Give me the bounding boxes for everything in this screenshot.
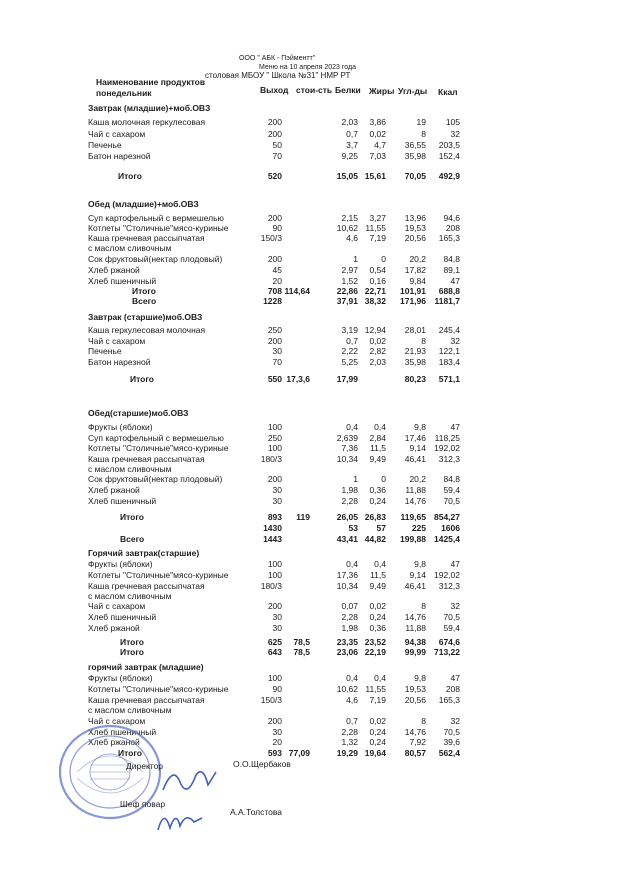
- carbs-value: 14,76: [404, 727, 426, 737]
- total-label: Итого: [130, 374, 154, 384]
- carbs-value: 80,57: [404, 748, 426, 758]
- item-name: Каша гречневая рассыпчатая: [88, 454, 205, 464]
- yield-value: 50: [272, 140, 282, 150]
- carbs-value: 28,01: [404, 325, 426, 335]
- yield-value: 20: [272, 737, 282, 747]
- kcal-value: 70,5: [443, 727, 460, 737]
- total-label: Итого: [118, 748, 142, 758]
- kcal-value: 208: [445, 223, 460, 233]
- yield-value: 30: [272, 496, 282, 506]
- protein-value: 23,06: [336, 647, 358, 657]
- kcal-value: 203,5: [438, 140, 460, 150]
- carbs-value: 20,56: [404, 695, 426, 705]
- kcal-value: 94,6: [443, 213, 460, 223]
- protein-value: 2,03: [341, 117, 358, 127]
- yield-value: 70: [272, 151, 282, 161]
- carbs-value: 46,41: [404, 581, 426, 591]
- carbs-value: 8: [421, 716, 426, 726]
- carbs-value: 9,14: [409, 570, 426, 580]
- yield-value: 550: [267, 374, 282, 384]
- item-name: Хлеб пшеничный: [88, 727, 157, 737]
- fat-value: 9,49: [369, 454, 386, 464]
- kcal-value: 70,5: [443, 612, 460, 622]
- yield-value: 90: [272, 684, 282, 694]
- item-name: Печенье: [88, 140, 122, 150]
- col-header-yield: Выход: [260, 85, 289, 95]
- yield-value: 250: [267, 325, 282, 335]
- cost-value: 114,64: [284, 286, 310, 296]
- chef-label: Шеф повар: [120, 799, 166, 809]
- protein-value: 1,32: [341, 737, 358, 747]
- item-name: Хлеб пшеничный: [88, 496, 157, 506]
- carbs-value: 8: [421, 336, 426, 346]
- protein-value: 15,05: [336, 171, 358, 181]
- protein-value: 43,41: [336, 534, 358, 544]
- fat-value: 2,84: [369, 433, 386, 443]
- carbs-value: 199,88: [400, 534, 426, 544]
- yield-value: 30: [272, 612, 282, 622]
- yield-value: 593: [267, 748, 282, 758]
- item-name: Хлеб пшеничный: [88, 612, 157, 622]
- kcal-value: 312,3: [438, 581, 460, 591]
- total-label: Итого: [120, 647, 144, 657]
- protein-value: 2,97: [341, 265, 358, 275]
- item-name: Каша гречневая рассыпчатая: [88, 233, 205, 243]
- protein-value: 4,6: [346, 695, 358, 705]
- fat-value: 11,55: [365, 684, 386, 694]
- item-name: Каша молочная геркулесовая: [88, 117, 206, 127]
- col-header-fat: Жиры: [369, 86, 395, 96]
- carbs-value: 119,65: [400, 512, 426, 522]
- kcal-value: 1181,7: [434, 296, 460, 306]
- item-name: Каша геркулесовая молочная: [88, 325, 206, 335]
- carbs-value: 36,55: [404, 140, 426, 150]
- fat-value: 0,24: [369, 612, 386, 622]
- fat-value: 0,02: [369, 716, 386, 726]
- item-name: Хлеб ржаной: [88, 485, 140, 495]
- protein-value: 2,28: [341, 496, 358, 506]
- fat-value: 0,4: [374, 559, 386, 569]
- fat-value: 38,32: [364, 296, 386, 306]
- col-header-name: Наименование продуктов: [96, 77, 206, 87]
- item-name: с маслом сливочным: [88, 464, 172, 474]
- item-name: Котлеты "Столичные"мясо-куриные: [88, 684, 229, 694]
- yield-value: 180/3: [260, 454, 282, 464]
- protein-value: 19,29: [336, 748, 358, 758]
- carbs-value: 9,8: [414, 422, 426, 432]
- protein-value: 2,15: [341, 213, 358, 223]
- yield-value: 30: [272, 727, 282, 737]
- item-name: Суп картофельный с вермешелью: [88, 213, 224, 223]
- protein-value: 0,7: [346, 129, 358, 139]
- kcal-value: 165,3: [438, 695, 460, 705]
- yield-value: 643: [267, 647, 282, 657]
- kcal-value: 165,3: [438, 233, 460, 243]
- yield-value: 100: [267, 570, 282, 580]
- protein-value: 0,4: [346, 422, 358, 432]
- kcal-value: 32: [450, 129, 460, 139]
- section-title: Завтрак (младшие)+моб.ОВЗ: [88, 103, 211, 113]
- kcal-value: 89,1: [443, 265, 460, 275]
- carbs-value: 19,53: [404, 684, 426, 694]
- cost-value: 77,09: [288, 748, 310, 758]
- yield-value: 30: [272, 623, 282, 633]
- protein-value: 2,22: [341, 346, 358, 356]
- yield-value: 100: [267, 443, 282, 453]
- item-name: Каша гречневая рассыпчатая: [88, 695, 205, 705]
- yield-value: 200: [267, 336, 282, 346]
- protein-value: 1,98: [341, 485, 358, 495]
- col-header-protein: Белки: [335, 85, 361, 95]
- kcal-value: 245,4: [438, 325, 460, 335]
- carbs-value: 17,46: [404, 433, 426, 443]
- protein-value: 0,4: [346, 673, 358, 683]
- carbs-value: 11,88: [405, 485, 426, 495]
- item-name: Сок фруктовый(нектар плодовый): [88, 474, 223, 484]
- total-label: Итого: [120, 637, 144, 647]
- carbs-value: 9,8: [414, 559, 426, 569]
- fat-value: 0: [381, 254, 386, 264]
- yield-value: 200: [267, 129, 282, 139]
- item-name: с маслом сливочным: [88, 243, 172, 253]
- chef-name: А.А.Толстова: [230, 807, 283, 817]
- fat-value: 0,24: [369, 496, 386, 506]
- kcal-value: 713,22: [434, 647, 460, 657]
- yield-value: 200: [267, 601, 282, 611]
- item-name: Котлеты "Столичные"мясо-куриные: [88, 223, 229, 233]
- carbs-value: 35,98: [404, 357, 426, 367]
- yield-value: 520: [267, 171, 282, 181]
- protein-value: 0,4: [346, 559, 358, 569]
- kcal-value: 47: [450, 422, 460, 432]
- yield-value: 200: [267, 117, 282, 127]
- item-name: Фрукты (яблоки): [88, 673, 153, 683]
- fat-value: 0,4: [374, 422, 386, 432]
- protein-value: 0,7: [346, 716, 358, 726]
- protein-value: 3,19: [341, 325, 358, 335]
- protein-value: 1: [353, 474, 358, 484]
- director-signature: [158, 760, 228, 800]
- yield-value: 30: [272, 485, 282, 495]
- kcal-value: 1606: [441, 523, 460, 533]
- item-name: Хлеб ржаной: [88, 265, 140, 275]
- yield-value: 70: [272, 357, 282, 367]
- fat-value: 4,7: [374, 140, 386, 150]
- fat-value: 11,5: [370, 443, 386, 453]
- yield-value: 150/3: [260, 695, 282, 705]
- carbs-value: 14,76: [404, 612, 426, 622]
- fat-value: 0,16: [369, 276, 386, 286]
- item-name: Фрукты (яблоки): [88, 422, 153, 432]
- fat-value: 19,64: [364, 748, 386, 758]
- item-name: Сок фруктовый(нектар плодовый): [88, 254, 223, 264]
- yield-value: 20: [272, 276, 282, 286]
- carbs-value: 8: [421, 129, 426, 139]
- yield-value: 100: [267, 673, 282, 683]
- yield-value: 150/3: [260, 233, 282, 243]
- item-name: с маслом сливочным: [88, 705, 172, 715]
- carbs-value: 46,41: [404, 454, 426, 464]
- yield-value: 200: [267, 213, 282, 223]
- protein-value: 7,36: [341, 443, 358, 453]
- carbs-value: 70,05: [404, 171, 426, 181]
- protein-value: 9,25: [341, 151, 358, 161]
- protein-value: 4,6: [346, 233, 358, 243]
- section-title: Горячий завтрак(старшие): [88, 548, 200, 558]
- item-name: Чай с сахаром: [88, 716, 146, 726]
- fat-value: 9,49: [369, 581, 386, 591]
- yield-value: 200: [267, 716, 282, 726]
- cost-value: 17,3,6: [286, 374, 310, 384]
- kcal-value: 47: [450, 673, 460, 683]
- canteen-name: столовая МБОУ " Школа №31" НМР РТ: [205, 71, 351, 80]
- protein-value: 10,62: [336, 684, 358, 694]
- kcal-value: 118,25: [434, 433, 460, 443]
- fat-value: 57: [376, 523, 386, 533]
- yield-value: 100: [267, 422, 282, 432]
- protein-value: 3,7: [346, 140, 358, 150]
- fat-value: 26,83: [364, 512, 386, 522]
- carbs-value: 225: [411, 523, 426, 533]
- fat-value: 7,19: [369, 233, 386, 243]
- cost-value: 78,5: [293, 637, 310, 647]
- kcal-value: 183,4: [438, 357, 460, 367]
- total-label: Итого: [132, 286, 156, 296]
- total-label: Всего: [132, 296, 157, 306]
- carbs-value: 20,2: [409, 474, 426, 484]
- fat-value: 3,27: [369, 213, 386, 223]
- kcal-value: 70,5: [443, 496, 460, 506]
- kcal-value: 84,8: [443, 474, 460, 484]
- protein-value: 1: [353, 254, 358, 264]
- yield-value: 1430: [263, 523, 282, 533]
- kcal-value: 47: [450, 276, 460, 286]
- protein-value: 2,28: [341, 727, 358, 737]
- kcal-value: 192,02: [434, 443, 460, 453]
- carbs-value: 99,99: [404, 647, 426, 657]
- kcal-value: 674,6: [438, 637, 460, 647]
- fat-value: 11,5: [370, 570, 386, 580]
- fat-value: 0,02: [369, 336, 386, 346]
- kcal-value: 105: [445, 117, 460, 127]
- item-name: Чай с сахаром: [88, 601, 146, 611]
- kcal-value: 854,27: [434, 512, 460, 522]
- item-name: Печенье: [88, 346, 122, 356]
- item-name: Хлеб пшеничный: [88, 276, 157, 286]
- protein-value: 10,34: [336, 454, 358, 464]
- yield-value: 30: [272, 346, 282, 356]
- section-title: Обед(старшие)моб.ОВЗ: [88, 408, 189, 418]
- carbs-value: 9,8: [414, 673, 426, 683]
- kcal-value: 152,4: [438, 151, 460, 161]
- total-label: Итого: [118, 171, 142, 181]
- section-title: горячий завтрак (младшие): [88, 662, 204, 672]
- carbs-value: 7,92: [409, 737, 426, 747]
- protein-value: 17,99: [336, 374, 358, 384]
- col-header-day: понедельник: [96, 88, 152, 98]
- item-name: Котлеты "Столичные"мясо-куриные: [88, 443, 229, 453]
- kcal-value: 32: [450, 336, 460, 346]
- fat-value: 2,82: [369, 346, 386, 356]
- item-name: Хлеб ржаной: [88, 737, 140, 747]
- item-name: с маслом сливочным: [88, 591, 172, 601]
- fat-value: 0: [381, 474, 386, 484]
- item-name: Хлеб ржаной: [88, 623, 140, 633]
- fat-value: 0,36: [369, 623, 386, 633]
- fat-value: 23,52: [364, 637, 386, 647]
- kcal-value: 492,9: [438, 171, 460, 181]
- fat-value: 0,54: [369, 265, 386, 275]
- yield-value: 200: [267, 474, 282, 484]
- fat-value: 22,71: [364, 286, 386, 296]
- fat-value: 11,55: [365, 223, 386, 233]
- kcal-value: 122,1: [438, 346, 460, 356]
- fat-value: 22,19: [364, 647, 386, 657]
- fat-value: 15,61: [364, 171, 386, 181]
- carbs-value: 80,23: [404, 374, 426, 384]
- fat-value: 3,86: [369, 117, 386, 127]
- carbs-value: 20,56: [404, 233, 426, 243]
- carbs-value: 14,76: [404, 496, 426, 506]
- menu-date: Меню на 10 апреля 2023 года: [259, 64, 356, 71]
- item-name: Котлеты "Столичные"мясо-куриные: [88, 570, 229, 580]
- fat-value: 2,03: [369, 357, 386, 367]
- kcal-value: 59,4: [443, 485, 460, 495]
- kcal-value: 32: [450, 601, 460, 611]
- fat-value: 0,36: [369, 485, 386, 495]
- col-header-cost: стои-сть: [296, 85, 333, 95]
- kcal-value: 59,4: [443, 623, 460, 633]
- carbs-value: 35,98: [404, 151, 426, 161]
- carbs-value: 9,14: [409, 443, 426, 453]
- fat-value: 0,02: [369, 601, 386, 611]
- kcal-value: 39,6: [443, 737, 460, 747]
- fat-value: 0,24: [369, 727, 386, 737]
- carbs-value: 171,96: [400, 296, 426, 306]
- protein-value: 2,639: [336, 433, 358, 443]
- carbs-value: 19: [416, 117, 426, 127]
- kcal-value: 688,8: [438, 286, 460, 296]
- protein-value: 37,91: [336, 296, 358, 306]
- carbs-value: 101,91: [400, 286, 426, 296]
- carbs-value: 20,2: [409, 254, 426, 264]
- carbs-value: 17,82: [404, 265, 426, 275]
- item-name: Каша гречневая рассыпчатая: [88, 581, 205, 591]
- fat-value: 0,4: [374, 673, 386, 683]
- section-title: Завтрак (старшие)моб.ОВЗ: [88, 312, 203, 322]
- item-name: Батон нарезной: [88, 357, 151, 367]
- protein-value: 23,35: [336, 637, 358, 647]
- yield-value: 893: [267, 512, 282, 522]
- total-label: Всего: [120, 534, 145, 544]
- carbs-value: 8: [421, 601, 426, 611]
- fat-value: 12,94: [364, 325, 386, 335]
- protein-value: 1,98: [341, 623, 358, 633]
- protein-value: 0,7: [346, 336, 358, 346]
- total-label: Итого: [120, 512, 144, 522]
- director-label: Директор: [126, 761, 164, 771]
- kcal-value: 208: [445, 684, 460, 694]
- kcal-value: 1425,4: [434, 534, 460, 544]
- col-header-carbs: Угл-ды: [398, 86, 428, 96]
- carbs-value: 94,38: [404, 637, 426, 647]
- kcal-value: 192,02: [434, 570, 460, 580]
- director-name: О.О.Щербаков: [233, 759, 291, 769]
- fat-value: 7,03: [369, 151, 386, 161]
- yield-value: 625: [267, 637, 282, 647]
- kcal-value: 312,3: [438, 454, 460, 464]
- yield-value: 90: [272, 223, 282, 233]
- item-name: Суп картофельный с вермешелью: [88, 433, 224, 443]
- item-name: Чай с сахаром: [88, 336, 146, 346]
- yield-value: 708: [267, 286, 282, 296]
- item-name: Чай с сахаром: [88, 129, 146, 139]
- org-name: ООО " АБК - Пэйментт": [239, 55, 316, 62]
- protein-value: 1,52: [341, 276, 358, 286]
- kcal-value: 84,8: [443, 254, 460, 264]
- protein-value: 2,28: [341, 612, 358, 622]
- section-title: Обед (младшие)+моб.ОВЗ: [88, 199, 199, 209]
- protein-value: 0,07: [341, 601, 358, 611]
- fat-value: 0,24: [369, 737, 386, 747]
- protein-value: 10,62: [336, 223, 358, 233]
- protein-value: 10,34: [336, 581, 358, 591]
- cost-value: 119: [296, 512, 310, 522]
- fat-value: 0,02: [369, 129, 386, 139]
- cost-value: 78,5: [293, 647, 310, 657]
- yield-value: 180/3: [260, 581, 282, 591]
- yield-value: 1228: [263, 296, 282, 306]
- protein-value: 5,25: [341, 357, 358, 367]
- yield-value: 1443: [263, 534, 282, 544]
- yield-value: 200: [267, 254, 282, 264]
- yield-value: 100: [267, 559, 282, 569]
- yield-value: 45: [272, 265, 282, 275]
- item-name: Батон нарезной: [88, 151, 151, 161]
- carbs-value: 21,93: [404, 346, 426, 356]
- protein-value: 17,36: [336, 570, 358, 580]
- kcal-value: 47: [450, 559, 460, 569]
- carbs-value: 13,96: [404, 213, 426, 223]
- kcal-value: 32: [450, 716, 460, 726]
- fat-value: 7,19: [369, 695, 386, 705]
- col-header-kcal: Ккал: [438, 87, 458, 97]
- kcal-value: 562,4: [438, 748, 460, 758]
- carbs-value: 9,84: [409, 276, 426, 286]
- protein-value: 26,05: [336, 512, 358, 522]
- fat-value: 44,82: [364, 534, 386, 544]
- carbs-value: 19,53: [404, 223, 426, 233]
- carbs-value: 11,88: [405, 623, 426, 633]
- protein-value: 22,86: [336, 286, 358, 296]
- yield-value: 250: [267, 433, 282, 443]
- protein-value: 53: [348, 523, 358, 533]
- kcal-value: 571,1: [438, 374, 460, 384]
- item-name: Фрукты (яблоки): [88, 559, 153, 569]
